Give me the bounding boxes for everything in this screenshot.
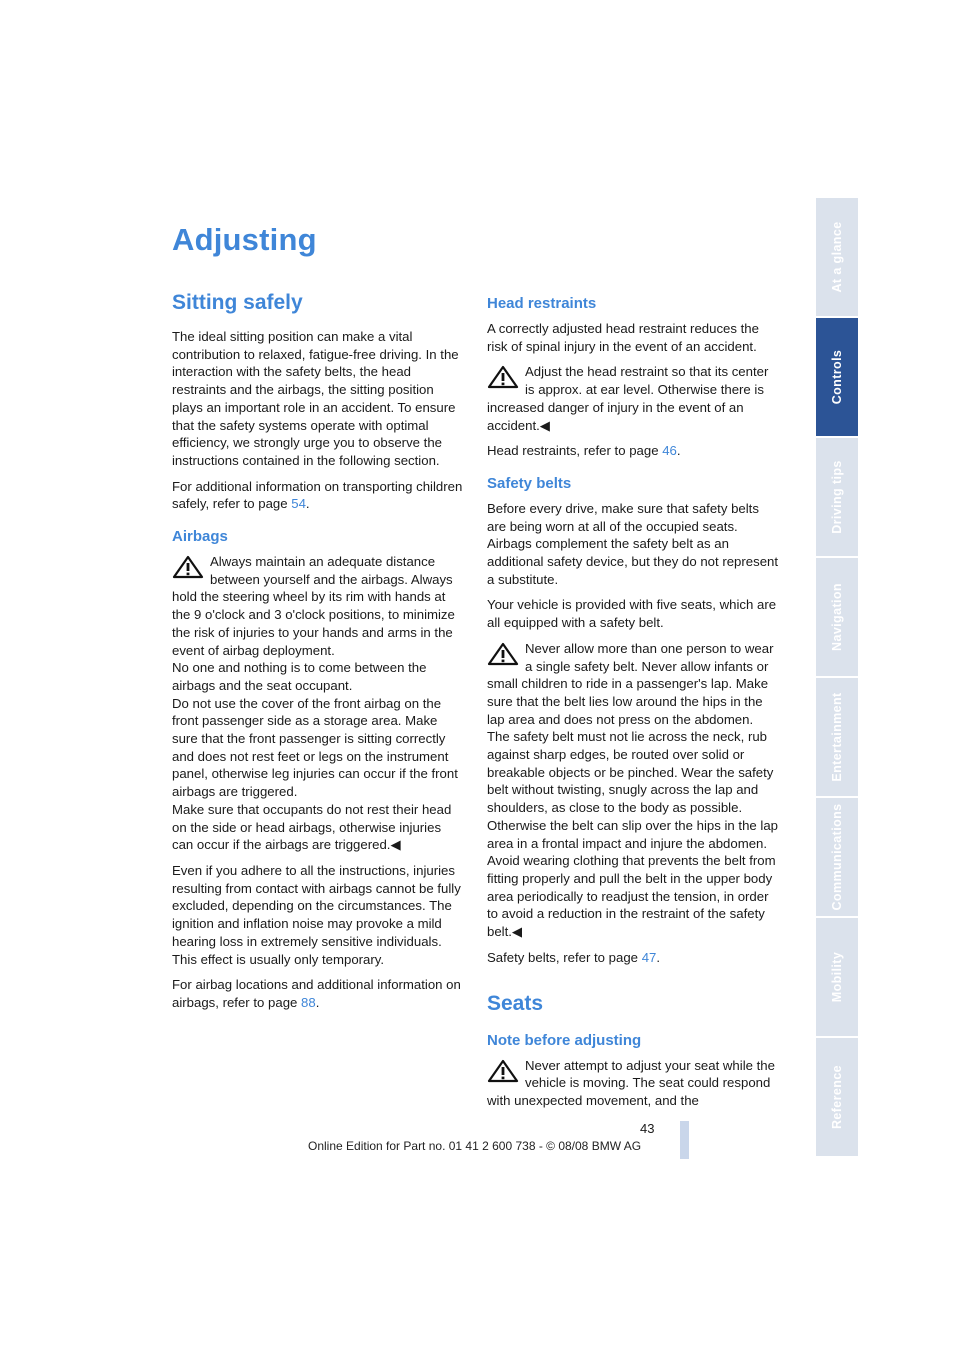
children-page-link[interactable]: 54 — [291, 496, 306, 512]
safety-belts-warning — [487, 640, 779, 941]
warning-triangle-icon — [487, 1059, 519, 1083]
children-reference — [172, 478, 464, 513]
tab-reference[interactable] — [816, 1038, 858, 1156]
airbags-page-link[interactable]: 88 — [301, 994, 316, 1010]
children-ref-period: . — [305, 496, 310, 512]
head-restraints-warning-text: Adjust the head restraint so that its center is approx. at ear level. Otherwise there is increased danger of injury in the event of an accident.◀ — [487, 364, 769, 433]
warning-triangle-icon — [487, 642, 519, 666]
airbags-reference — [172, 976, 464, 1011]
tab-label: At a glance — [830, 221, 844, 293]
chapter-tabs — [816, 198, 858, 1160]
tab-label: Mobility — [830, 951, 844, 1003]
tab-label: Navigation — [830, 583, 844, 651]
airbags-warning-3: Do not use the cover of the front airbag on the front passenger side as a storage area. Make sure that the front passenger is sitting correctly and does not rest feet or legs on the instrument panel, otherwise leg injuries can occur if the front airbags are triggered. — [172, 695, 458, 800]
head-restraints-page-link[interactable]: 46 — [662, 443, 677, 459]
page-title: Adjusting — [172, 222, 317, 257]
safety-belts-heading: Safety belts — [487, 474, 572, 492]
safety-belts-page-link[interactable]: 47 — [641, 949, 657, 965]
tab-label: Communications — [830, 803, 844, 911]
page-number: 43 — [640, 1121, 655, 1136]
safety-belts-warning-text: Never allow more than one person to wear a single safety belt. Never allow infants or small children to ride in a passenger's lap. Make sure that the belt lies low around the hips in the lap area and does not press on the abdomen. The safety belt must not lie across the neck, rub against sharp edges, be routed over solid or breakable objects or be pinched. Wear the safety belt without twisting, snugly across the lap and shoulders, as close to the body as possible. Otherwise the belt can slip over the hips in the lap area in a frontal impact and injure the abdomen. Avoid wearing clothing that prevents the belt from fitting properly and pull the belt in the upper body area periodically to readjust the tension, in order to avoid a reduction in the restraint of the safety belt.◀ — [487, 640, 779, 940]
sitting-intro: The ideal sitting position can make a vital contribution to relaxed, fatigue-free driving. In the interaction with the safety belts, the head restraints and the airbags, the sitting position plays an important role in an accident. To ensure that the safety systems operate with optimal efficiency, we strongly urge you to observe the instructions contained in the following section. — [172, 329, 459, 468]
children-ref-text: For additional information on transporting children safely, refer to page — [172, 478, 463, 512]
seats-heading: Seats — [487, 991, 544, 1015]
airbags-warning-4: Make sure that occupants do not rest their head on the side or head airbags, otherwise injuries can occur if the airbags are triggered.◀ — [172, 801, 452, 853]
safety-belts-section — [487, 474, 779, 967]
safety-belts-ref-period: . — [656, 949, 661, 965]
tab-label: Driving tips — [830, 460, 844, 534]
safety-belts-intro: Before every drive, make sure that safety belts are being worn at all of the occupied seats. Airbags complement the safety belt as an additional safety device, but they do not represent a substitute. — [487, 500, 779, 587]
airbags-ref-period: . — [315, 994, 320, 1010]
left-column — [172, 290, 464, 1020]
airbags-warning-2: No one and nothing is to come between the airbags and the seat occupant. — [172, 660, 427, 693]
tab-at-a-glance[interactable] — [816, 198, 858, 316]
safety-belts-seats: Your vehicle is provided with five seats, which are all equipped with a safety belt. — [487, 597, 777, 631]
tab-label: Entertainment — [830, 692, 844, 782]
footer-bar — [680, 1121, 689, 1159]
tab-label: Reference — [830, 1064, 844, 1130]
airbags-warning-1: Always maintain an adequate distance between yourself and the airbags. Always hold the steering wheel by its rim with hands at the 9 o'clock and 3 o'clock positions, to minimize the risk of injuries to your hands and arms in the event of airbag deployment. — [172, 554, 455, 658]
sitting-safely-heading: Sitting safely — [172, 291, 303, 314]
airbags-residual-risk: Even if you adhere to all the instructions, injuries resulting from contact with airbags cannot be fully excluded, depending on the circumstances. The ignition and inflation noise may provoke a mild hearing loss in extremely sensitive individuals. This effect is usually only temporary. — [172, 862, 461, 967]
airbags-heading: Airbags — [172, 528, 228, 546]
airbags-section — [172, 527, 464, 1012]
head-restraints-warning — [487, 363, 779, 434]
safety-belts-reference — [487, 949, 779, 967]
tab-label: Controls — [830, 349, 844, 405]
seats-warning-text: Never attempt to adjust your seat while the vehicle is moving. The seat could respond with unexpected movement, and the — [487, 1057, 775, 1108]
tab-controls[interactable] — [816, 318, 858, 436]
head-restraints-ref-period: . — [676, 443, 681, 459]
seats-warning — [487, 1057, 779, 1110]
tab-mobility[interactable] — [816, 918, 858, 1036]
head-restraints-ref-text: Head restraints, refer to page — [487, 443, 663, 459]
head-restraints-intro: A correctly adjusted head restraint reduces the risk of spinal injury in the event of an accident. — [487, 321, 759, 354]
warning-triangle-icon — [487, 365, 519, 389]
tab-navigation[interactable] — [816, 558, 858, 676]
head-restraints-reference — [487, 442, 779, 460]
tab-driving-tips[interactable] — [816, 438, 858, 556]
tab-entertainment[interactable] — [816, 678, 858, 796]
right-column — [487, 294, 779, 1118]
safety-belts-ref-text: Safety belts, refer to page — [487, 949, 642, 965]
footer-edition: Online Edition for Part no. 01 41 2 600 738 - © 08/08 BMW AG — [308, 1139, 642, 1153]
head-restraints-heading: Head restraints — [487, 295, 597, 312]
warning-triangle-icon — [172, 555, 204, 579]
airbags-warning — [172, 553, 464, 854]
tab-communications[interactable] — [816, 798, 858, 916]
airbags-ref-text: For airbag locations and additional information on airbags, refer to page — [172, 977, 461, 1010]
note-before-adjusting-heading: Note before adjusting — [487, 1031, 642, 1049]
